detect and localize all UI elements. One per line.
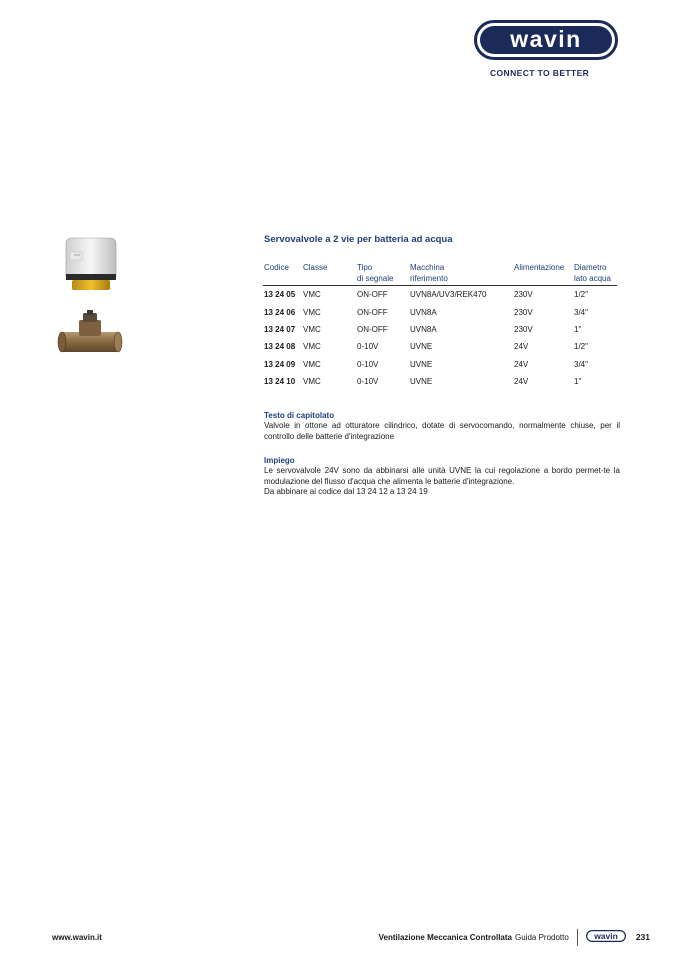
capitolato-heading: Testo di capitolato <box>264 411 335 420</box>
table-cell: 1" <box>574 324 582 334</box>
table-header-cell <box>409 263 513 286</box>
page-number: 231 <box>635 932 650 942</box>
table-header-cell <box>263 263 302 286</box>
table-row <box>263 373 617 390</box>
header-line: di segnale <box>357 273 394 283</box>
header-line: riferimento <box>410 273 448 283</box>
table-cell: 24V <box>514 342 529 352</box>
table-cell: VMC <box>303 377 321 387</box>
footer-wavin-logo <box>586 930 626 944</box>
table-header-row <box>263 263 617 286</box>
logo-text: wavin <box>510 26 582 52</box>
table-cell: 24V <box>514 377 529 387</box>
table-row <box>263 338 617 355</box>
table-cell: UVNE <box>410 342 433 352</box>
table-cell: UVN8A <box>410 324 437 334</box>
header-line: Alimentazione <box>514 263 565 272</box>
footer-section: Ventilazione Meccanica Controllata <box>378 932 512 942</box>
footer-info <box>379 928 650 946</box>
table-cell: 1/2" <box>574 290 588 300</box>
header-line: Macchina <box>410 263 445 272</box>
table-cell: VMC <box>303 342 321 352</box>
table-cell: UVNE <box>410 359 433 369</box>
table-row <box>263 321 617 338</box>
header-line: Tipo <box>357 263 373 272</box>
brand-tagline: CONNECT TO BETTER <box>490 68 590 78</box>
wavin-logo <box>474 20 618 60</box>
capitolato-body: Valvole in ottone ad otturatore cilindrico, dotate di servocomando, normalmente chiuse, per il controllo delle batterie d'integrazione <box>264 421 620 441</box>
product-spec-table <box>263 263 617 390</box>
table-cell: 230V <box>514 307 533 317</box>
footer-divider <box>577 929 578 946</box>
footer-website[interactable]: www.wavin.it <box>52 933 102 942</box>
table-cell: VMC <box>303 307 321 317</box>
table-cell: UVNE <box>410 377 433 387</box>
header-line: Codice <box>264 263 289 272</box>
table-cell: ON-OFF <box>357 290 388 300</box>
table-cell: VMC <box>303 324 321 334</box>
table-row <box>263 286 617 304</box>
header-line: lato acqua <box>574 273 611 283</box>
impiego-body: Le servovalvole 24V sono da abbinarsi alle unità UVNE la cui regolazione a bordo permet-te la modulazione del flusso d'acqua che alimenta le batterie d'integrazione. <box>264 466 620 486</box>
header-line <box>264 274 302 285</box>
table-cell: UVN8A/UV3/REK470 <box>410 290 487 300</box>
table-header-cell <box>513 263 573 286</box>
table-header-cell <box>356 263 409 286</box>
table-cell: 0-10V <box>357 359 379 369</box>
table-cell: UVN8A <box>410 307 437 317</box>
table-row <box>263 356 617 373</box>
header-line: Diametro <box>574 263 607 272</box>
product-code: 13 24 08 <box>264 342 296 352</box>
table-cell: ON-OFF <box>357 307 388 317</box>
table-header-cell <box>302 263 356 286</box>
impiego-note: Da abbinare ai codice dal 13 24 12 a 13 24 19 <box>264 486 428 496</box>
product-code: 13 24 09 <box>264 359 296 369</box>
table-cell: ON-OFF <box>357 324 388 334</box>
product-code: 13 24 10 <box>264 377 296 387</box>
table-row <box>263 303 617 320</box>
table-body <box>263 286 617 391</box>
impiego-heading: Impiego <box>264 456 295 465</box>
impiego-section <box>264 456 620 497</box>
header-line <box>303 274 356 285</box>
table-cell: VMC <box>303 290 321 300</box>
footer-logo-text: wavin <box>594 931 618 941</box>
table-cell: 1" <box>574 377 582 387</box>
table-cell: 3/4" <box>574 359 588 369</box>
product-code: 13 24 07 <box>264 324 296 334</box>
product-title: Servovalvole a 2 vie per batteria ad acqua <box>264 234 453 245</box>
table-cell: 230V <box>514 290 533 300</box>
servo-actuator-image <box>58 234 124 298</box>
product-code: 13 24 05 <box>264 290 296 300</box>
table-cell: 3/4" <box>574 307 588 317</box>
header-line: Classe <box>303 263 328 272</box>
table-cell: 0-10V <box>357 342 379 352</box>
table-cell: 230V <box>514 324 533 334</box>
table-cell: 0-10V <box>357 377 379 387</box>
capitolato-section <box>264 411 620 442</box>
footer-guide: Guida Prodotto <box>515 932 569 942</box>
table-cell: 1/2" <box>574 342 588 352</box>
table-header-cell <box>573 263 617 286</box>
brass-valve-image <box>57 310 123 362</box>
product-code: 13 24 06 <box>264 307 296 317</box>
table-cell: VMC <box>303 359 321 369</box>
header-line <box>514 274 573 285</box>
table-cell: 24V <box>514 359 529 369</box>
